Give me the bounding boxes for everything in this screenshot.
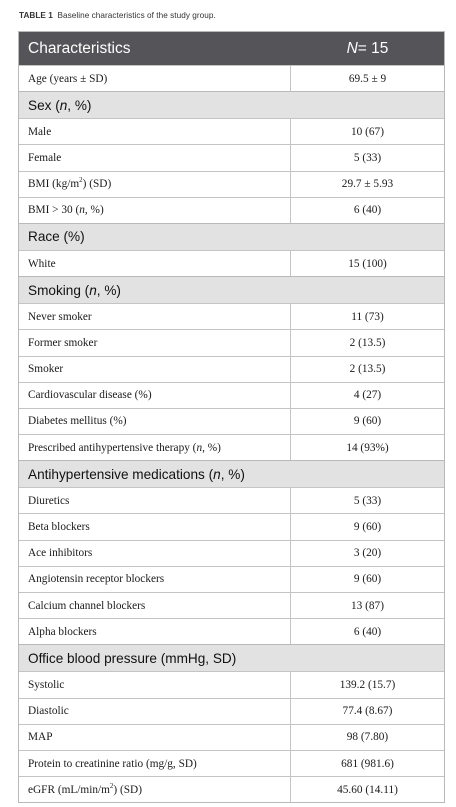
row-label	[19, 304, 291, 329]
row-label	[19, 567, 291, 592]
row-value: 10 (67)	[351, 125, 384, 138]
table-caption-text: Baseline characteristics of the study group.	[57, 11, 216, 20]
row-label-superscript: 2	[109, 781, 114, 790]
table-row	[19, 566, 444, 592]
table-row	[19, 382, 444, 408]
row-label-main: Male	[28, 125, 52, 138]
row-label-text	[28, 442, 221, 454]
row-label-text	[28, 152, 61, 164]
row-value: 2 (13.5)	[349, 336, 386, 349]
row-label-main: Smoker	[28, 363, 64, 376]
row-label-italic: n	[79, 204, 85, 217]
header-n-value: = 15	[357, 39, 389, 57]
table-row	[19, 618, 444, 644]
row-label	[19, 541, 291, 566]
row-value: 13 (87)	[351, 599, 384, 612]
row-label-main: Age (years ± SD)	[28, 72, 108, 85]
row-value: 77.4 (8.67)	[342, 705, 393, 718]
table-row	[19, 487, 444, 513]
section-label-suffix: , %)	[67, 97, 92, 113]
table-row	[19, 329, 444, 355]
table-row	[19, 698, 444, 724]
row-label-text	[28, 573, 164, 585]
row-label	[19, 357, 291, 382]
row-label	[19, 435, 291, 460]
row-label-main: Diabetes mellitus (%)	[28, 415, 127, 428]
table-row	[19, 434, 444, 460]
row-label	[19, 383, 291, 408]
section-label-italic: n	[59, 97, 68, 113]
row-label-main: Ace inhibitors	[28, 547, 93, 560]
row-label-text	[28, 363, 63, 375]
section-label-suffix: , %)	[220, 466, 245, 482]
row-label-main: Female	[28, 151, 62, 164]
row-value: 3 (20)	[353, 547, 382, 560]
row-label-superscript: 2	[79, 176, 83, 185]
row-label-text	[28, 731, 53, 743]
row-value: 11 (73)	[351, 310, 384, 323]
row-label-text	[28, 258, 56, 270]
row-label-text	[28, 547, 92, 559]
section-header-row	[19, 644, 444, 671]
row-label-main: BMI (kg/m	[28, 178, 80, 191]
row-label	[19, 619, 291, 644]
row-label-suffix: ) (SD)	[113, 783, 142, 796]
table-row	[19, 250, 444, 276]
table-row	[19, 724, 444, 750]
section-header-row	[19, 276, 444, 303]
table-caption	[19, 11, 216, 20]
row-value: 681 (981.6)	[341, 757, 394, 770]
section-label-suffix: , %)	[96, 282, 121, 298]
row-label-main: Calcium channel blockers	[28, 599, 146, 612]
row-label-text	[28, 337, 97, 349]
table-row	[19, 171, 444, 197]
table-row	[19, 118, 444, 144]
row-label-text	[28, 679, 64, 691]
table-row	[19, 356, 444, 382]
row-value: 29.7 ± 5.93	[341, 178, 394, 191]
row-label	[19, 172, 291, 197]
row-label	[19, 514, 291, 539]
table-row	[19, 592, 444, 618]
table-header-row	[19, 32, 444, 65]
row-value: 5 (33)	[353, 494, 382, 507]
table-row	[19, 540, 444, 566]
row-value: 9 (60)	[353, 415, 382, 428]
section-label: Office blood pressure (mmHg, SD)	[28, 650, 237, 666]
row-value: 5 (33)	[353, 151, 382, 164]
row-value: 2 (13.5)	[349, 363, 386, 376]
row-label-text	[28, 781, 142, 796]
row-label-main: Diastolic	[28, 705, 69, 718]
table-caption-label: TABLE 1	[19, 11, 53, 20]
row-label	[19, 725, 291, 750]
row-label	[19, 488, 291, 513]
table-body	[19, 65, 444, 802]
row-label-text	[28, 600, 145, 612]
row-label-text	[28, 311, 92, 323]
row-label-text	[28, 758, 197, 770]
row-label-main: Alpha blockers	[28, 625, 97, 638]
section-header-row	[19, 460, 444, 487]
header-characteristics: Characteristics	[28, 39, 131, 57]
row-label-suffix: , %)	[84, 204, 104, 217]
row-label-suffix: , %)	[202, 441, 221, 454]
row-label	[19, 751, 291, 776]
row-label-main: Never smoker	[28, 310, 92, 323]
section-label-italic: n	[89, 282, 97, 298]
table-row	[19, 671, 444, 697]
section-label: Race (%)	[28, 229, 85, 245]
table-row	[19, 776, 444, 802]
table-row	[19, 750, 444, 776]
row-value: 9 (60)	[353, 521, 382, 534]
row-label-main: Angiotensin receptor blockers	[28, 573, 165, 586]
row-label	[19, 145, 291, 170]
row-value: 45.60 (14.11)	[337, 783, 398, 796]
row-label-text	[28, 204, 104, 216]
row-value: 69.5 ± 9	[348, 72, 387, 85]
row-label-main: eGFR (mL/min/m	[28, 783, 110, 796]
row-label	[19, 593, 291, 618]
row-label-main: Prescribed antihypertensive therapy (	[28, 441, 197, 454]
table-row	[19, 408, 444, 434]
table-row	[19, 144, 444, 170]
row-label-text	[28, 495, 69, 507]
section-label: Antihypertensive medications (	[28, 466, 214, 482]
row-label-main: Former smoker	[28, 336, 98, 349]
row-label-main: BMI > 30 (	[28, 204, 80, 217]
row-label-main: Protein to creatinine ratio (mg/g, SD)	[28, 757, 197, 770]
row-label-text	[28, 126, 51, 138]
row-label	[19, 672, 291, 697]
table-row	[19, 303, 444, 329]
row-value: 98 (7.80)	[346, 731, 389, 744]
row-label-italic: n	[196, 441, 203, 454]
row-label	[19, 198, 291, 223]
table-row	[19, 65, 444, 91]
row-label	[19, 409, 291, 434]
row-label-main: Cardiovascular disease (%)	[28, 389, 152, 402]
header-n-italic: N	[346, 39, 358, 57]
row-value: 15 (100)	[348, 257, 387, 270]
row-label	[19, 777, 291, 802]
table-row	[19, 197, 444, 223]
row-label	[19, 119, 291, 144]
section-label: Sex (	[28, 97, 60, 113]
row-label	[19, 66, 291, 91]
row-label-main: MAP	[28, 731, 53, 744]
row-label	[19, 251, 291, 276]
section-label: Smoking (	[28, 282, 90, 298]
row-label-text	[28, 73, 107, 85]
row-value: 6 (40)	[353, 204, 382, 217]
table-row	[19, 513, 444, 539]
baseline-characteristics-table	[18, 31, 445, 803]
section-header-row	[19, 223, 444, 250]
row-label-text	[28, 178, 111, 190]
row-label	[19, 699, 291, 724]
row-label-text	[28, 705, 69, 717]
row-label-suffix: ) (SD)	[82, 178, 112, 191]
row-label-text	[28, 521, 90, 533]
row-label-main: Diuretics	[28, 494, 70, 507]
row-label-main: White	[28, 257, 56, 270]
row-value: 4 (27)	[353, 389, 382, 402]
row-label-text	[28, 415, 127, 427]
row-label	[19, 330, 291, 355]
row-value: 6 (40)	[353, 625, 382, 638]
row-label-text	[28, 626, 97, 638]
row-label-text	[28, 389, 152, 401]
row-label-main: Systolic	[28, 678, 65, 691]
row-label-main: Beta blockers	[28, 521, 90, 534]
row-value: 139.2 (15.7)	[339, 678, 396, 691]
section-header-row	[19, 91, 444, 118]
row-value: 14 (93%)	[346, 441, 389, 454]
section-label-italic: n	[213, 466, 221, 482]
row-value: 9 (60)	[353, 573, 382, 586]
header-sample-size	[291, 32, 444, 65]
